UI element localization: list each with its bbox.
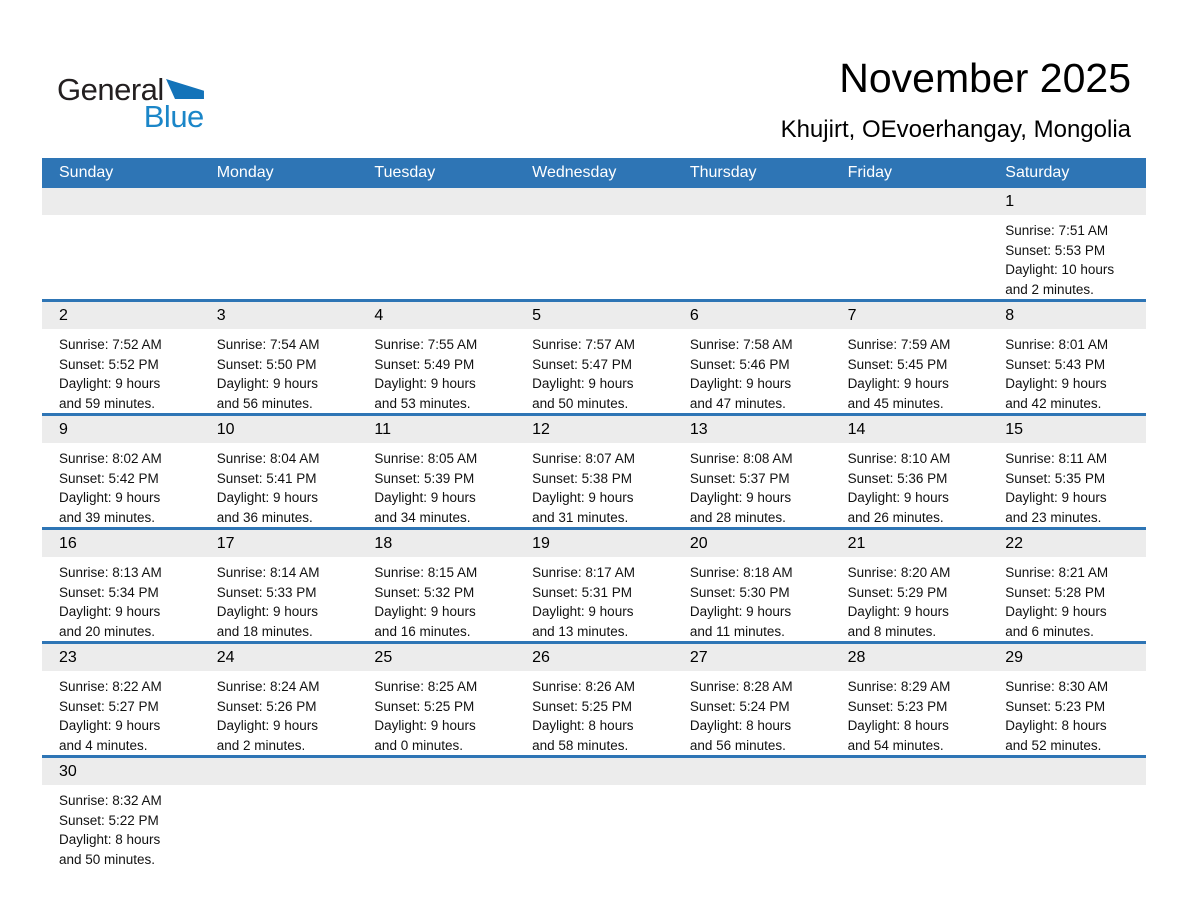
day-details bbox=[673, 671, 831, 755]
daylight-text: Daylight: 9 hours bbox=[216, 376, 319, 391]
sunrise-text: Sunrise: 8:15 AM bbox=[374, 565, 478, 580]
daylight-text: Daylight: 10 hours bbox=[1005, 262, 1115, 277]
daylight-text: and 58 minutes. bbox=[532, 737, 629, 753]
calendar-day-cell bbox=[988, 302, 1146, 413]
week-row bbox=[42, 299, 1146, 413]
day-header-friday: Friday bbox=[847, 164, 893, 181]
day-details bbox=[515, 215, 673, 221]
calendar-day-cell bbox=[673, 530, 831, 641]
day-number bbox=[515, 188, 673, 215]
daylight-text: Daylight: 8 hours bbox=[59, 832, 161, 847]
day-details bbox=[515, 785, 673, 791]
day-details bbox=[42, 671, 200, 755]
daylight-text: and 52 minutes. bbox=[1005, 737, 1102, 753]
day-details bbox=[42, 215, 200, 221]
calendar-day-cell bbox=[988, 188, 1146, 299]
day-number bbox=[515, 758, 673, 785]
calendar-day-cell bbox=[515, 302, 673, 413]
day-details bbox=[42, 329, 200, 413]
day-number bbox=[831, 758, 989, 785]
day-header-monday: Monday bbox=[216, 164, 274, 181]
day-details bbox=[200, 557, 358, 641]
daylight-text: Daylight: 9 hours bbox=[689, 490, 792, 505]
day-details bbox=[200, 671, 358, 755]
calendar-day-cell bbox=[515, 416, 673, 527]
daylight-text: and 39 minutes. bbox=[59, 509, 156, 525]
daylight-text: Daylight: 9 hours bbox=[689, 376, 792, 391]
day-details bbox=[988, 215, 1146, 299]
day-details bbox=[831, 557, 989, 641]
day-details bbox=[673, 557, 831, 641]
calendar-day-cell bbox=[831, 302, 989, 413]
sunset-text: Sunset: 5:26 PM bbox=[216, 698, 317, 714]
daylight-text: and 18 minutes. bbox=[216, 623, 313, 639]
sunset-text: Sunset: 5:23 PM bbox=[847, 698, 948, 714]
calendar-day-cell bbox=[42, 530, 200, 641]
day-details bbox=[831, 215, 989, 221]
day-details bbox=[357, 557, 515, 641]
sunrise-text: Sunrise: 8:01 AM bbox=[1005, 337, 1109, 352]
sunset-text: Sunset: 5:34 PM bbox=[59, 584, 159, 600]
daylight-text: and 4 minutes. bbox=[59, 737, 148, 753]
day-number: 10 bbox=[200, 416, 358, 443]
daylight-text: Daylight: 9 hours bbox=[532, 604, 634, 619]
day-details bbox=[988, 329, 1146, 413]
sunset-text: Sunset: 5:28 PM bbox=[1005, 584, 1106, 600]
calendar-day-cell bbox=[357, 530, 515, 641]
calendar-day-cell bbox=[831, 416, 989, 527]
day-details bbox=[357, 329, 515, 413]
day-number: 9 bbox=[42, 416, 200, 443]
day-details bbox=[200, 785, 358, 791]
daylight-text: Daylight: 9 hours bbox=[847, 490, 949, 505]
sunrise-text: Sunrise: 8:26 AM bbox=[532, 679, 635, 694]
calendar-day-cell bbox=[988, 416, 1146, 527]
day-number bbox=[673, 758, 831, 785]
page-title: November 2025 bbox=[839, 55, 1131, 101]
daylight-text: Daylight: 9 hours bbox=[216, 604, 319, 619]
sunset-text: Sunset: 5:30 PM bbox=[689, 584, 790, 600]
daylight-text: and 28 minutes. bbox=[689, 509, 786, 525]
calendar-empty-cell bbox=[42, 188, 200, 299]
sunset-text: Sunset: 5:32 PM bbox=[374, 584, 475, 600]
calendar-day-cell bbox=[673, 302, 831, 413]
daylight-text: and 11 minutes. bbox=[689, 623, 785, 639]
daylight-text: Daylight: 9 hours bbox=[59, 604, 161, 619]
calendar-day-cell bbox=[200, 416, 358, 527]
day-details bbox=[200, 215, 358, 221]
sunrise-text: Sunrise: 8:25 AM bbox=[374, 679, 478, 694]
week-row bbox=[42, 641, 1146, 755]
day-number: 14 bbox=[831, 416, 989, 443]
sunset-text: Sunset: 5:39 PM bbox=[374, 470, 475, 486]
day-details bbox=[357, 671, 515, 755]
day-details bbox=[42, 557, 200, 641]
calendar-day-cell bbox=[42, 644, 200, 755]
daylight-text: and 56 minutes. bbox=[689, 737, 786, 753]
sunset-text: Sunset: 5:33 PM bbox=[216, 584, 317, 600]
sunrise-text: Sunrise: 8:24 AM bbox=[216, 679, 320, 694]
sunset-text: Sunset: 5:36 PM bbox=[847, 470, 948, 486]
day-number: 7 bbox=[831, 302, 989, 329]
day-header-sunday: Sunday bbox=[59, 164, 114, 181]
sunset-text: Sunset: 5:49 PM bbox=[374, 356, 475, 372]
sunrise-text: Sunrise: 8:20 AM bbox=[847, 565, 951, 580]
sunrise-text: Sunrise: 7:52 AM bbox=[59, 337, 162, 352]
day-header-thursday: Thursday bbox=[689, 164, 757, 181]
calendar-empty-cell bbox=[988, 758, 1146, 869]
day-header-wednesday: Wednesday bbox=[532, 164, 617, 181]
day-number: 28 bbox=[831, 644, 989, 671]
week-row bbox=[42, 527, 1146, 641]
daylight-text: and 2 minutes. bbox=[216, 737, 306, 753]
daylight-text: and 13 minutes. bbox=[532, 623, 629, 639]
sunset-text: Sunset: 5:35 PM bbox=[1005, 470, 1106, 486]
calendar-day-cell bbox=[831, 644, 989, 755]
day-details bbox=[988, 443, 1146, 527]
sunrise-text: Sunrise: 8:32 AM bbox=[59, 793, 162, 808]
daylight-text: and 54 minutes. bbox=[847, 737, 944, 753]
calendar-day-cell bbox=[200, 530, 358, 641]
daylight-text: Daylight: 8 hours bbox=[847, 718, 949, 733]
sunset-text: Sunset: 5:27 PM bbox=[59, 698, 159, 714]
day-number bbox=[988, 758, 1146, 785]
calendar-empty-cell bbox=[831, 188, 989, 299]
daylight-text: and 56 minutes. bbox=[216, 395, 313, 411]
calendar-day-cell bbox=[831, 530, 989, 641]
calendar-empty-cell bbox=[673, 758, 831, 869]
sunset-text: Sunset: 5:46 PM bbox=[689, 356, 790, 372]
sunrise-text: Sunrise: 8:10 AM bbox=[847, 451, 951, 466]
day-details bbox=[515, 557, 673, 641]
calendar-empty-cell bbox=[357, 758, 515, 869]
day-details bbox=[673, 215, 831, 221]
calendar-day-cell bbox=[673, 644, 831, 755]
day-number: 6 bbox=[673, 302, 831, 329]
daylight-text: Daylight: 8 hours bbox=[532, 718, 634, 733]
daylight-text: and 16 minutes. bbox=[374, 623, 471, 639]
sunset-text: Sunset: 5:41 PM bbox=[216, 470, 317, 486]
calendar-day-cell bbox=[673, 416, 831, 527]
calendar-day-cell bbox=[515, 644, 673, 755]
sunset-text: Sunset: 5:37 PM bbox=[689, 470, 790, 486]
sunset-text: Sunset: 5:50 PM bbox=[216, 356, 317, 372]
sunrise-text: Sunrise: 8:08 AM bbox=[689, 451, 793, 466]
logo-word-blue: Blue bbox=[143, 99, 204, 134]
day-number bbox=[200, 188, 358, 215]
daylight-text: Daylight: 9 hours bbox=[1005, 376, 1107, 391]
day-number bbox=[200, 758, 358, 785]
sunset-text: Sunset: 5:47 PM bbox=[532, 356, 632, 372]
calendar-day-cell bbox=[200, 302, 358, 413]
calendar-empty-cell bbox=[515, 188, 673, 299]
sunrise-text: Sunrise: 8:28 AM bbox=[689, 679, 793, 694]
daylight-text: Daylight: 8 hours bbox=[1005, 718, 1107, 733]
day-number: 4 bbox=[357, 302, 515, 329]
sunrise-text: Sunrise: 8:30 AM bbox=[1005, 679, 1109, 694]
daylight-text: and 8 minutes. bbox=[847, 623, 937, 639]
sunset-text: Sunset: 5:53 PM bbox=[1005, 242, 1106, 258]
calendar-day-cell bbox=[42, 416, 200, 527]
day-details bbox=[200, 329, 358, 413]
daylight-text: Daylight: 9 hours bbox=[847, 376, 949, 391]
day-number: 11 bbox=[357, 416, 515, 443]
day-number: 25 bbox=[357, 644, 515, 671]
day-details bbox=[515, 329, 673, 413]
sunrise-text: Sunrise: 8:18 AM bbox=[689, 565, 793, 580]
day-details bbox=[831, 329, 989, 413]
daylight-text: Daylight: 9 hours bbox=[216, 490, 319, 505]
daylight-text: Daylight: 9 hours bbox=[374, 376, 476, 391]
calendar-day-cell bbox=[357, 302, 515, 413]
calendar-day-cell bbox=[988, 530, 1146, 641]
day-details bbox=[831, 671, 989, 755]
day-number bbox=[357, 188, 515, 215]
day-number bbox=[673, 188, 831, 215]
daylight-text: and 53 minutes. bbox=[374, 395, 471, 411]
sunset-text: Sunset: 5:29 PM bbox=[847, 584, 948, 600]
calendar-day-cell bbox=[200, 644, 358, 755]
sunrise-text: Sunrise: 8:13 AM bbox=[59, 565, 162, 580]
calendar-day-cell bbox=[357, 644, 515, 755]
daylight-text: and 34 minutes. bbox=[374, 509, 471, 525]
day-number: 12 bbox=[515, 416, 673, 443]
sunrise-text: Sunrise: 7:55 AM bbox=[374, 337, 478, 352]
calendar-day-cell bbox=[42, 302, 200, 413]
day-details bbox=[42, 443, 200, 527]
day-details bbox=[515, 671, 673, 755]
day-number bbox=[42, 188, 200, 215]
daylight-text: and 47 minutes. bbox=[689, 395, 786, 411]
sunrise-text: Sunrise: 7:57 AM bbox=[532, 337, 635, 352]
day-number: 8 bbox=[988, 302, 1146, 329]
day-details bbox=[357, 215, 515, 221]
sunset-text: Sunset: 5:24 PM bbox=[689, 698, 790, 714]
daylight-text: and 31 minutes. bbox=[532, 509, 629, 525]
sunrise-text: Sunrise: 8:17 AM bbox=[532, 565, 635, 580]
daylight-text: Daylight: 9 hours bbox=[374, 604, 476, 619]
calendar-day-cell bbox=[988, 644, 1146, 755]
daylight-text: Daylight: 9 hours bbox=[59, 490, 161, 505]
day-number: 3 bbox=[200, 302, 358, 329]
sunrise-text: Sunrise: 8:14 AM bbox=[216, 565, 320, 580]
sunset-text: Sunset: 5:42 PM bbox=[59, 470, 159, 486]
daylight-text: Daylight: 9 hours bbox=[689, 604, 792, 619]
page-header bbox=[0, 0, 1188, 158]
sunrise-text: Sunrise: 7:58 AM bbox=[689, 337, 793, 352]
calendar-empty-cell bbox=[831, 758, 989, 869]
sunrise-text: Sunrise: 8:02 AM bbox=[59, 451, 162, 466]
daylight-text: and 36 minutes. bbox=[216, 509, 313, 525]
daylight-text: Daylight: 9 hours bbox=[374, 490, 476, 505]
sunrise-text: Sunrise: 8:07 AM bbox=[532, 451, 635, 466]
daylight-text: and 26 minutes. bbox=[847, 509, 944, 525]
calendar-day-cell bbox=[515, 530, 673, 641]
day-number: 19 bbox=[515, 530, 673, 557]
day-header-tuesday: Tuesday bbox=[374, 164, 436, 181]
sunrise-text: Sunrise: 8:29 AM bbox=[847, 679, 951, 694]
day-details bbox=[831, 443, 989, 527]
daylight-text: and 50 minutes. bbox=[532, 395, 629, 411]
day-number: 22 bbox=[988, 530, 1146, 557]
day-details bbox=[357, 443, 515, 527]
daylight-text: and 0 minutes. bbox=[374, 737, 463, 753]
daylight-text: Daylight: 9 hours bbox=[847, 604, 949, 619]
day-details bbox=[988, 557, 1146, 641]
sunset-text: Sunset: 5:25 PM bbox=[374, 698, 475, 714]
day-number: 20 bbox=[673, 530, 831, 557]
calendar bbox=[42, 158, 1146, 869]
sunrise-text: Sunrise: 7:59 AM bbox=[847, 337, 951, 352]
daylight-text: and 23 minutes. bbox=[1005, 509, 1102, 525]
sunset-text: Sunset: 5:31 PM bbox=[532, 584, 632, 600]
day-number: 15 bbox=[988, 416, 1146, 443]
sunset-text: Sunset: 5:22 PM bbox=[59, 812, 159, 828]
day-details bbox=[673, 443, 831, 527]
daylight-text: and 45 minutes. bbox=[847, 395, 944, 411]
week-row bbox=[42, 188, 1146, 299]
sunset-text: Sunset: 5:38 PM bbox=[532, 470, 632, 486]
daylight-text: and 6 minutes. bbox=[1005, 623, 1094, 639]
calendar-empty-cell bbox=[200, 758, 358, 869]
day-number: 29 bbox=[988, 644, 1146, 671]
day-details bbox=[673, 329, 831, 413]
calendar-empty-cell bbox=[357, 188, 515, 299]
daylight-text: and 50 minutes. bbox=[59, 851, 156, 867]
day-number: 5 bbox=[515, 302, 673, 329]
day-number: 23 bbox=[42, 644, 200, 671]
day-header-saturday: Saturday bbox=[1005, 164, 1070, 181]
daylight-text: and 2 minutes. bbox=[1005, 281, 1094, 297]
day-number: 16 bbox=[42, 530, 200, 557]
day-details bbox=[831, 785, 989, 791]
sunset-text: Sunset: 5:45 PM bbox=[847, 356, 948, 372]
day-details bbox=[515, 443, 673, 527]
daylight-text: and 59 minutes. bbox=[59, 395, 156, 411]
sunrise-text: Sunrise: 7:54 AM bbox=[216, 337, 320, 352]
day-details bbox=[988, 671, 1146, 755]
sunset-text: Sunset: 5:52 PM bbox=[59, 356, 159, 372]
sunrise-text: Sunrise: 8:21 AM bbox=[1005, 565, 1109, 580]
day-details bbox=[357, 785, 515, 791]
calendar-empty-cell bbox=[200, 188, 358, 299]
sunrise-text: Sunrise: 8:11 AM bbox=[1005, 451, 1108, 466]
day-number: 13 bbox=[673, 416, 831, 443]
daylight-text: Daylight: 8 hours bbox=[689, 718, 792, 733]
calendar-weekday-header-row bbox=[42, 158, 1146, 188]
day-details bbox=[673, 785, 831, 791]
day-number bbox=[831, 188, 989, 215]
sunset-text: Sunset: 5:25 PM bbox=[532, 698, 632, 714]
daylight-text: Daylight: 9 hours bbox=[216, 718, 319, 733]
calendar-day-cell bbox=[357, 416, 515, 527]
day-details bbox=[988, 785, 1146, 791]
day-number: 17 bbox=[200, 530, 358, 557]
logo-word-general: General bbox=[57, 72, 164, 107]
daylight-text: Daylight: 9 hours bbox=[59, 376, 161, 391]
daylight-text: Daylight: 9 hours bbox=[1005, 490, 1107, 505]
sunset-text: Sunset: 5:23 PM bbox=[1005, 698, 1106, 714]
day-number: 30 bbox=[42, 758, 200, 785]
calendar-day-cell bbox=[42, 758, 200, 869]
daylight-text: and 42 minutes. bbox=[1005, 395, 1102, 411]
sunset-text: Sunset: 5:43 PM bbox=[1005, 356, 1106, 372]
daylight-text: Daylight: 9 hours bbox=[1005, 604, 1107, 619]
sunrise-text: Sunrise: 8:05 AM bbox=[374, 451, 478, 466]
calendar-empty-cell bbox=[673, 188, 831, 299]
sunrise-text: Sunrise: 8:04 AM bbox=[216, 451, 320, 466]
general-blue-logo bbox=[57, 74, 204, 132]
day-number bbox=[357, 758, 515, 785]
week-row bbox=[42, 413, 1146, 527]
sunrise-text: Sunrise: 7:51 AM bbox=[1005, 223, 1109, 238]
day-number: 27 bbox=[673, 644, 831, 671]
calendar-grid bbox=[42, 188, 1146, 869]
page-subtitle: Khujirt, OEvoerhangay, Mongolia bbox=[780, 116, 1131, 143]
day-details bbox=[42, 785, 200, 869]
daylight-text: Daylight: 9 hours bbox=[532, 490, 634, 505]
day-number: 18 bbox=[357, 530, 515, 557]
day-number: 26 bbox=[515, 644, 673, 671]
daylight-text: Daylight: 9 hours bbox=[532, 376, 634, 391]
calendar-empty-cell bbox=[515, 758, 673, 869]
day-details bbox=[200, 443, 358, 527]
daylight-text: Daylight: 9 hours bbox=[59, 718, 161, 733]
day-number: 24 bbox=[200, 644, 358, 671]
daylight-text: Daylight: 9 hours bbox=[374, 718, 476, 733]
day-number: 21 bbox=[831, 530, 989, 557]
day-number: 2 bbox=[42, 302, 200, 329]
week-row bbox=[42, 755, 1146, 869]
sunrise-text: Sunrise: 8:22 AM bbox=[59, 679, 162, 694]
day-number: 1 bbox=[988, 188, 1146, 215]
daylight-text: and 20 minutes. bbox=[59, 623, 156, 639]
